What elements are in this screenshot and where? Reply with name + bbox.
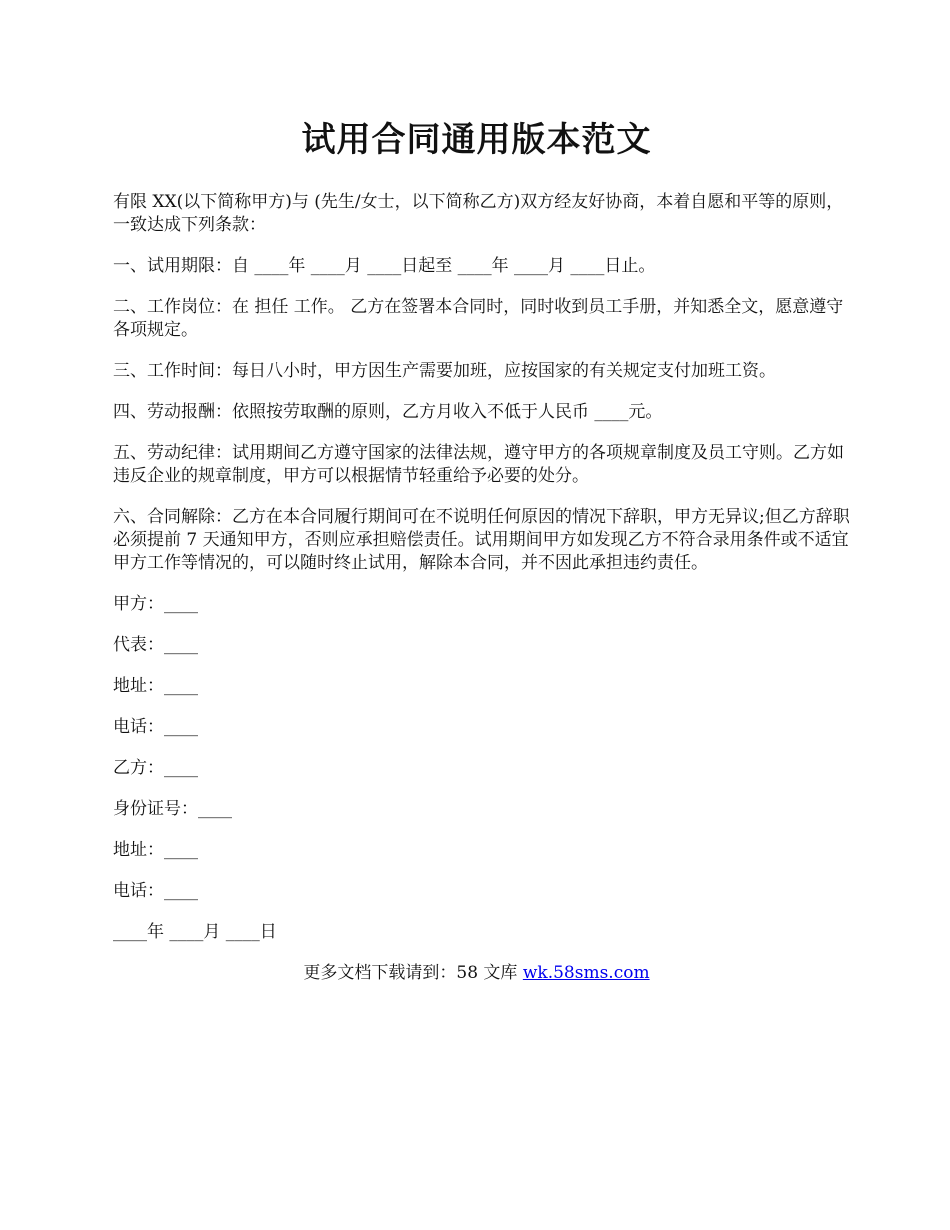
clause-remuneration: 四、劳动报酬：依照按劳取酬的原则，乙方月收入不低于人民币 ____元。: [113, 402, 663, 422]
clause-discipline: 五、劳动纪律：试用期间乙方遵守国家的法律法规，遵守甲方的各项规章制度及员工守则。乙方如违反企业的规章制度，甲方可以根据情节轻重给予必要的处分。: [113, 443, 844, 486]
party-b-line: 乙方：____: [113, 758, 198, 778]
intro-paragraph: 有限 XX(以下简称甲方)与 (先生/女士，以下简称乙方)双方经友好协商，本着自愿和平等的原则，一致达成下列条款：: [113, 192, 844, 235]
party-a-address-line: 地址：____: [113, 676, 198, 696]
representative-line: 代表：____: [113, 635, 198, 655]
download-footer: [113, 962, 850, 985]
party-b-address-line: 地址：____: [113, 840, 198, 860]
clause-working-hours: 三、工作时间：每日八小时，甲方因生产需要加班，应按国家的有关规定支付加班工资。: [113, 361, 776, 381]
document-title: 试用合同通用版本范文: [301, 120, 652, 160]
clause-termination: 六、合同解除：乙方在本合同履行期间可在不说明任何原因的情况下辞职，甲方无异议;但乙方辞职必须提前 7 天通知甲方，否则应承担赔偿责任。试用期间甲方如发现乙方不符合录用条件或不适宜甲方工作等情况的，可以随时终止试用，解除本合同，并不因此承担违约责任。: [113, 507, 850, 573]
clause-trial-period: 一、试用期限：自 ____年 ____月 ____日起至 ____年 ____月 ____日止。: [113, 256, 656, 276]
footer-link[interactable]: wk.58sms.com: [522, 963, 650, 983]
party-a-line: 甲方：____: [113, 594, 198, 614]
party-a-phone-line: 电话：____: [113, 717, 198, 737]
footer-text: 更多文档下载请到：58 文库: [303, 963, 523, 983]
date-line: ____年 ____月 ____日: [113, 922, 277, 942]
party-b-phone-line: 电话：____: [113, 881, 198, 901]
id-number-line: 身份证号：____: [113, 799, 232, 819]
clause-position: 二、工作岗位：在 担任 工作。 乙方在签署本合同时，同时收到员工手册，并知悉全文，愿意遵守各项规定。: [113, 297, 844, 340]
